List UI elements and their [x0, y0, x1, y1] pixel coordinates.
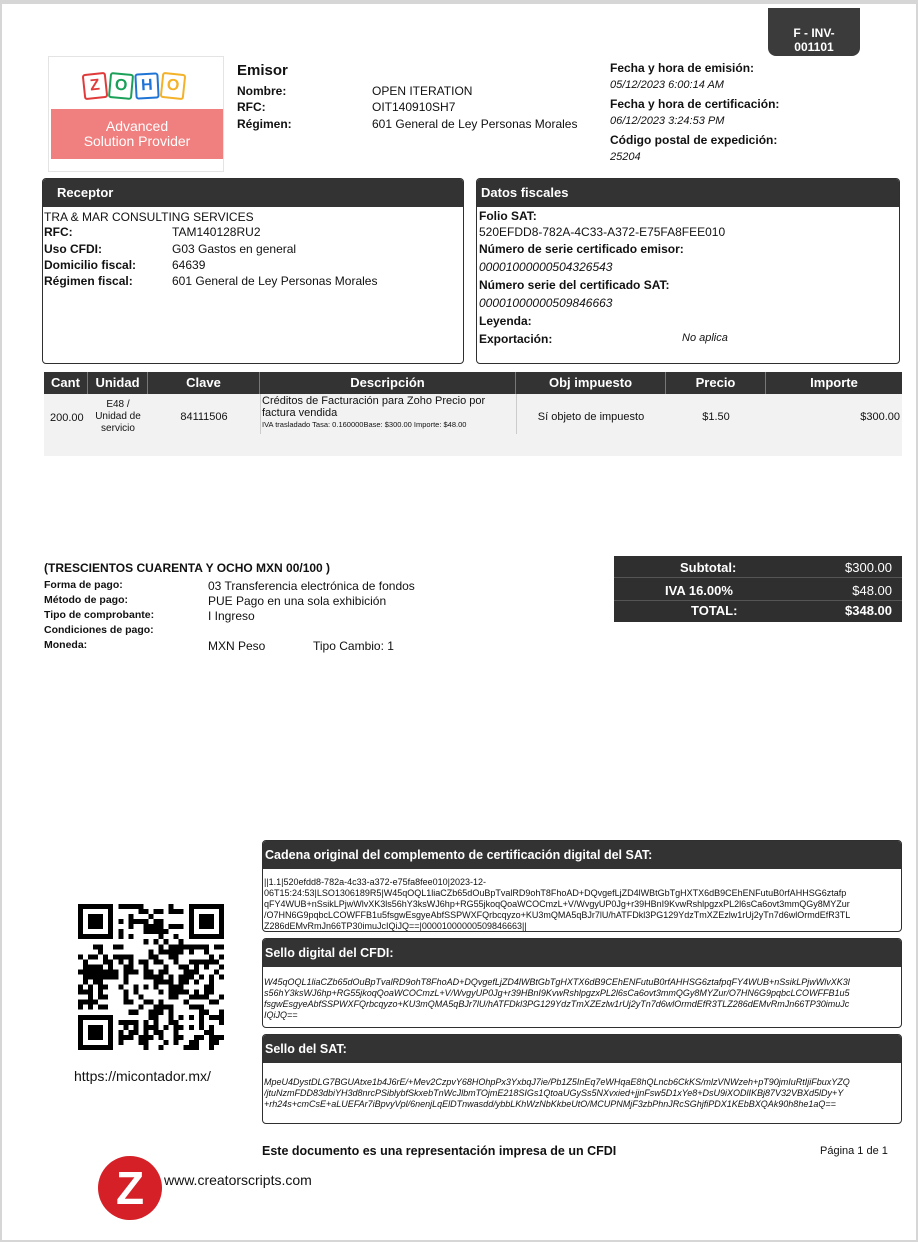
cell-clave: 84111506: [180, 411, 228, 423]
fecha-emision-label: Fecha y hora de emisión:: [610, 61, 755, 75]
cp-expedicion: 25204: [610, 151, 641, 163]
receptor-nombre: TRA & MAR CONSULTING SERVICES: [44, 210, 254, 224]
col-unidad: Unidad: [88, 372, 148, 394]
qr-code: [78, 904, 224, 1050]
sello-sat-box: [262, 1034, 902, 1124]
items-table-header: [44, 372, 902, 394]
subtotal-value: $300.00: [845, 560, 892, 575]
receptor-domicilio: 64639: [172, 258, 206, 272]
leyenda-label: Leyenda:: [479, 314, 532, 328]
emisor-regimen: 601 General de Ley Personas Morales: [372, 117, 578, 131]
invoice-number: F - INV- 001101: [793, 26, 835, 54]
serie-sat: 00001000000509846663: [479, 296, 613, 310]
company-logo: [48, 56, 224, 172]
receptor-uso: G03 Gastos en general: [172, 242, 297, 256]
emisor-title: Emisor: [237, 62, 288, 79]
invoice-page: [2, 4, 916, 1240]
col-obj-impuesto: Obj impuesto: [516, 372, 666, 394]
zoho-letter-z: Z: [82, 72, 109, 100]
zoho-letter-o: O: [160, 72, 187, 100]
page-number: Página 1 de 1: [820, 1145, 888, 1157]
moneda: MXN Peso: [208, 639, 266, 653]
sello-cfdi-text: W45qOQL1liaCZb65dOuBpTvalRD9ohT8FhoAD+DQvgefLjZD4lWBtGbTgHXTX6dB9CEhENFutuB0rfAHHSG6ztafpqFY4WUB+nSsikLPjwWlvXK3l s56hY3ksWJ6hp+RG55jkoqQoaWCOCmzL+V/WvgyUP0Jg+r39HBnI9KvwRshlpgzxPL2l6sCa6ovt3mmQGy8MYZur/O7HN6G9pqbcLCOWFFB1u5 fsgwEsgyeAbfSSPWXFQrbcqyzo+KU3mQMA5qBJr7lU/hATFDkl3PG129YdzTmXZEzlw1rUj2yTn7d6wlOrmdEfR3TLZ286dEMvRmJn66TP30imuJc IQiJQ==: [264, 977, 850, 1020]
cadena-original-title: Cadena original del complemento de certificación digital del SAT:: [263, 841, 901, 869]
fecha-certificacion-label: Fecha y hora de certificación:: [610, 97, 780, 111]
exportacion-label: Exportación:: [479, 332, 553, 346]
iva-value: $48.00: [852, 583, 892, 598]
emisor-rfc: OIT140910SH7: [372, 100, 456, 114]
cell-precio: $1.50: [702, 411, 730, 423]
website-link[interactable]: www.creatorscripts.com: [164, 1172, 312, 1188]
fecha-certificacion: 06/12/2023 3:24:53 PM: [610, 115, 725, 127]
totals-panel: [614, 556, 902, 622]
tipo-cambio: Tipo Cambio: 1: [313, 639, 394, 653]
folio-sat-label: Folio SAT:: [479, 209, 537, 223]
cadena-original-box: [262, 840, 902, 932]
receptor-domicilio-label: Domicilio fiscal:: [44, 258, 137, 272]
cell-iva-detalle: IVA trasladado Tasa: 0.160000Base: $300.00 Importe: $48.00: [262, 420, 467, 429]
sello-cfdi-title: Sello digital del CFDI:: [263, 939, 901, 967]
tipo-comprobante-label: Tipo de comprobante:: [44, 609, 155, 621]
cell-obj-impuesto: Sí objeto de impuesto: [537, 411, 645, 423]
total-row: [614, 601, 902, 621]
tipo-comprobante: I Ingreso: [208, 609, 255, 623]
total-label: TOTAL:: [691, 603, 738, 618]
serie-sat-label: Número serie del certificado SAT:: [479, 278, 670, 292]
receptor-uso-label: Uso CFDI:: [44, 242, 102, 256]
iva-row: [614, 581, 902, 601]
fecha-emision: 05/12/2023 6:00:14 AM: [610, 79, 724, 91]
emisor-regimen-label: Régimen:: [237, 117, 292, 131]
forma-pago: 03 Transferencia electrónica de fondos: [208, 579, 415, 593]
subtotal-label: Subtotal:: [680, 560, 737, 575]
condiciones-pago-label: Condiciones de pago:: [44, 624, 154, 636]
receptor-rfc-label: RFC:: [44, 225, 73, 239]
col-precio: Precio: [666, 372, 766, 394]
serie-emisor: 00001000000504326543: [479, 260, 613, 274]
emisor-rfc-label: RFC:: [237, 100, 266, 114]
metodo-pago-label: Método de pago:: [44, 594, 128, 606]
col-clave: Clave: [148, 372, 260, 394]
col-cant: Cant: [44, 372, 88, 394]
subtotal-row: [614, 558, 902, 578]
receptor-regimen-label: Régimen fiscal:: [44, 274, 133, 288]
invoice-number-tab: [768, 8, 860, 56]
serie-emisor-label: Número de serie certificado emisor:: [479, 242, 684, 256]
datos-fiscales-title: Datos fiscales: [477, 179, 899, 207]
iva-label: IVA 16.00%: [665, 583, 733, 598]
sello-sat-title: Sello del SAT:: [263, 1035, 901, 1063]
importe-con-letra: (TRESCIENTOS CUARENTA Y OCHO MXN 00/100 ): [44, 561, 331, 575]
sello-sat-text: MpeU4DystDLG7BGUAtxe1b4J6rE/+Mev2CzpvY68HOhpPx3YxbqJ7ie/Pb1Z5InEq7eWHqaE8hQLncb6CkKS/mlzVNWzeh+pT90jmIuRtIjiFbuxYZQ /jtuNzmFDD83dbiYH3d8nrcPSiblybfSkxebTnWcJlbmTOjmE218SIGs1QtoaUGySs5NXvxied+jjnFsw5D1xYe8+DsU9iXODlIKBj87V32VBXd5lDy+Y +rh24s+cmCsE+aLUEFAr7iBpvyVpl/6nenjLqElDTnwasdd/ybbLKhWzNbKkbeUtO/MCUPNMjF3zbPhnJRcSGhjfiPDX1KEbBXQAk90h8he1aQ==: [264, 1077, 850, 1109]
col-descripcion: Descripción: [260, 372, 516, 394]
emisor-nombre: OPEN ITERATION: [372, 84, 473, 98]
total-value: $348.00: [845, 603, 892, 618]
zoho-letter-o: O: [108, 72, 134, 100]
zoho-letter-h: H: [134, 72, 159, 99]
cp-expedicion-label: Código postal de expedición:: [610, 133, 778, 147]
cell-descripcion: Créditos de Facturación para Zoho Precio por factura vendida: [262, 395, 486, 419]
moneda-label: Moneda:: [44, 639, 88, 651]
qr-url[interactable]: https://micontador.mx/: [74, 1068, 211, 1084]
receptor-regimen: 601 General de Ley Personas Morales: [172, 274, 378, 288]
cell-cant: 200.00: [50, 412, 84, 424]
folio-sat: 520EFDD8-782A-4C33-A372-E75FA8FEE010: [479, 225, 726, 239]
sello-cfdi-box: [262, 938, 902, 1028]
table-row: [44, 394, 902, 456]
partner-line-2: Solution Provider: [83, 133, 191, 149]
receptor-rfc: TAM140128RU2: [172, 225, 261, 239]
cell-unidad: E48 / Unidad de servicio: [95, 399, 141, 434]
metodo-pago: PUE Pago en una sola exhibición: [208, 594, 387, 608]
footer-note: Este documento es una representación impresa de un CFDI: [262, 1144, 617, 1158]
zoho-wordmark: [83, 73, 185, 99]
partner-line-1: Advanced: [105, 118, 169, 134]
emisor-nombre-label: Nombre:: [237, 84, 287, 98]
creatorscripts-logo: Z: [98, 1156, 162, 1220]
forma-pago-label: Forma de pago:: [44, 579, 123, 591]
cell-importe: $300.00: [860, 411, 900, 423]
exportacion: No aplica: [682, 332, 728, 344]
receptor-title: Receptor: [43, 179, 463, 207]
col-importe: Importe: [810, 375, 858, 390]
cadena-original-text: ||1.1|520efdd8-782a-4c33-a372-e75fa8fee010|2023-12- 06T15:24:53|LSO1306189R5|W45qOQL1liaCZb65dOuBpTvalRD9ohT8FhoAD+DQvgefLjZD4lWBtGbTgHXTX6dB9CEhENFutuB0rfAHHSG6ztafp qFY4WUB+nSsikLPjwWlvXK3ls56hY3ksWJ6hp+RG55jkoqQoaWCOCmzL+V/WvgyUP0Jg+r39HBnI9KvwRshlpgzxPL2l6sCa6ovt3mmQGy8MYZur /O7HN6G9pqbcLCOWFFB1u5fsgwEsgyeAbfSSPWXFQrbcqyzo+KU3mQMA5qBJr7lU/hATFDkl3PG129YdzTmXZEzlw1rUj2yTn7d6wlOrmdEfR3TL Z286dEMvRmJn66TP30imuJcIQiJQ==|00001000000509846663||: [264, 877, 851, 931]
partner-band: [51, 109, 223, 159]
